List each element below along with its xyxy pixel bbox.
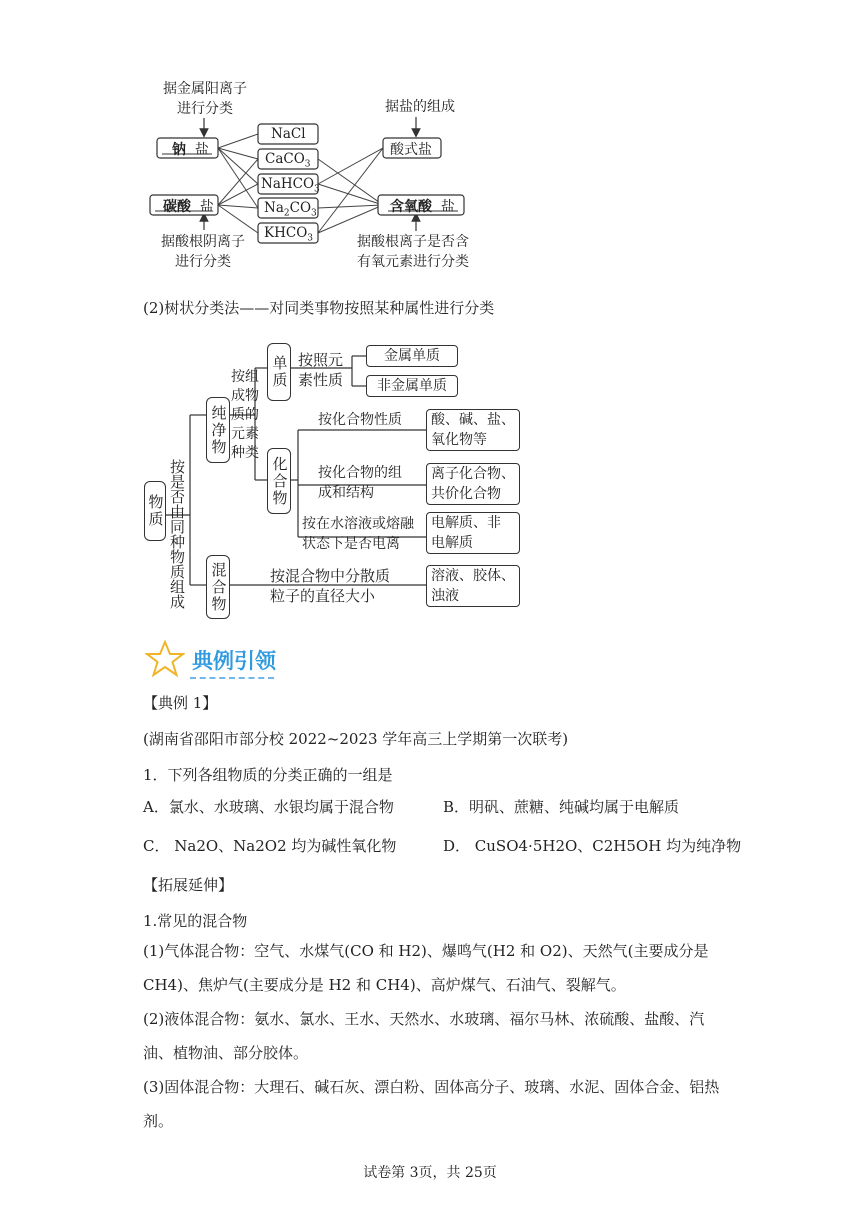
extension-label: 【拓展延伸】 — [143, 876, 234, 894]
node-nonmetal-element: 非金属单质 — [366, 375, 458, 397]
element-criterion: 按照元 素性质 — [298, 351, 344, 389]
extension-title: 1.常见的混合物 — [143, 912, 248, 930]
salt-nacl: NaCl — [271, 126, 306, 142]
option-b[interactable]: B．明矾、蔗糖、纯碱均属于电解质 — [443, 798, 680, 816]
example-label: 【典例 1】 — [143, 694, 218, 712]
node-element: 单质 — [267, 343, 291, 401]
star-icon — [145, 640, 185, 678]
node-pure-substance: 纯净物 — [206, 397, 230, 463]
heading-underline — [190, 677, 274, 679]
section-heading: 典例引领 — [192, 649, 276, 673]
node-electrolyte: 电解质、非 电解质 — [426, 512, 520, 554]
option-c[interactable]: C． Na2O、Na2O2 均为碱性氧化物 — [143, 837, 397, 855]
tree-intro: (2)树状分类法——对同类事物按照某种属性进行分类 — [143, 299, 495, 317]
note-acid-anion: 据酸根阴离子 进行分类 — [161, 234, 245, 270]
question-stem: 1．下列各组物质的分类正确的一组是 — [143, 766, 393, 784]
root-criterion: 按是否由同种物质组成 — [168, 459, 186, 609]
node-substance: 物质 — [144, 481, 166, 541]
extension-solid-mixtures: (3)固体混合物：大理石、碱石灰、漂白粉、固体高分子、玻璃、水泥、固体合金、铝热剂。 — [143, 1078, 720, 1130]
node-solution-colloid-suspension: 溶液、胶体、 浊液 — [426, 565, 520, 607]
compound-criterion-property: 按化合物性质 — [318, 412, 402, 428]
page-footer: 试卷第 3页，共 25页 — [363, 1165, 497, 1181]
option-d[interactable]: D． CuSO4·5H2O、C2H5OH 均为纯净物 — [443, 837, 742, 855]
box-oxoacid-salt: 含氧酸 盐 — [390, 199, 455, 215]
salt-na2co3: $Na_2CO_3$ — [264, 200, 317, 219]
box-sodium-salt: 钠 盐 — [172, 142, 209, 158]
salt-nahco3: NaHCO$_3$ — [261, 176, 320, 195]
option-a[interactable]: A．氯水、水玻璃、水银均属于混合物 — [143, 798, 394, 816]
note-metal-cation: 据金属阳离子 进行分类 — [163, 81, 247, 117]
box-acid-salt: 酸式盐 — [390, 142, 432, 158]
node-ionic-covalent-compound: 离子化合物、 共价化合物 — [426, 463, 520, 505]
compound-criterion-ionization: 按在水溶液或熔融 状态下是否电离 — [302, 516, 414, 552]
extension-liquid-mixtures: (2)液体混合物：氨水、氯水、王水、天然水、水玻璃、福尔马林、浓硫酸、盐酸、汽油、植物油、部分胶体。 — [143, 1010, 705, 1062]
extension-gas-mixtures: (1)气体混合物：空气、水煤气(CO 和 H2)、爆鸣气(H2 和 O2)、天然气(主要成分是 CH4)、焦炉气(主要成分是 H2 和 CH4)、高炉煤气、石油气、裂解气。 — [143, 942, 709, 994]
note-oxygen-acid: 据酸根离子是否含 有氧元素进行分类 — [357, 234, 469, 270]
node-metal-element: 金属单质 — [366, 345, 458, 367]
pure-criterion: 按组成物质的元素种类 — [231, 369, 259, 461]
compound-criterion-structure: 按化合物的组 成和结构 — [318, 465, 402, 501]
note-salt-composition: 据盐的组成 — [385, 99, 455, 115]
node-mixture: 混合物 — [206, 555, 230, 619]
salt-khco3: $KHCO_3$ — [264, 225, 313, 244]
salt-caco3: CaCO$_3$ — [265, 151, 311, 170]
node-compound: 化合物 — [267, 448, 291, 514]
node-acid-base-salt-oxide: 酸、碱、盐、 氧化物等 — [426, 409, 520, 451]
box-carbonate-salt: 碳酸 盐 — [163, 199, 214, 215]
mixture-criterion: 按混合物中分散质 粒子的直径大小 — [270, 567, 391, 605]
question-source: (湖南省邵阳市部分校 2022~2023 学年高三上学期第一次联考) — [143, 730, 569, 748]
